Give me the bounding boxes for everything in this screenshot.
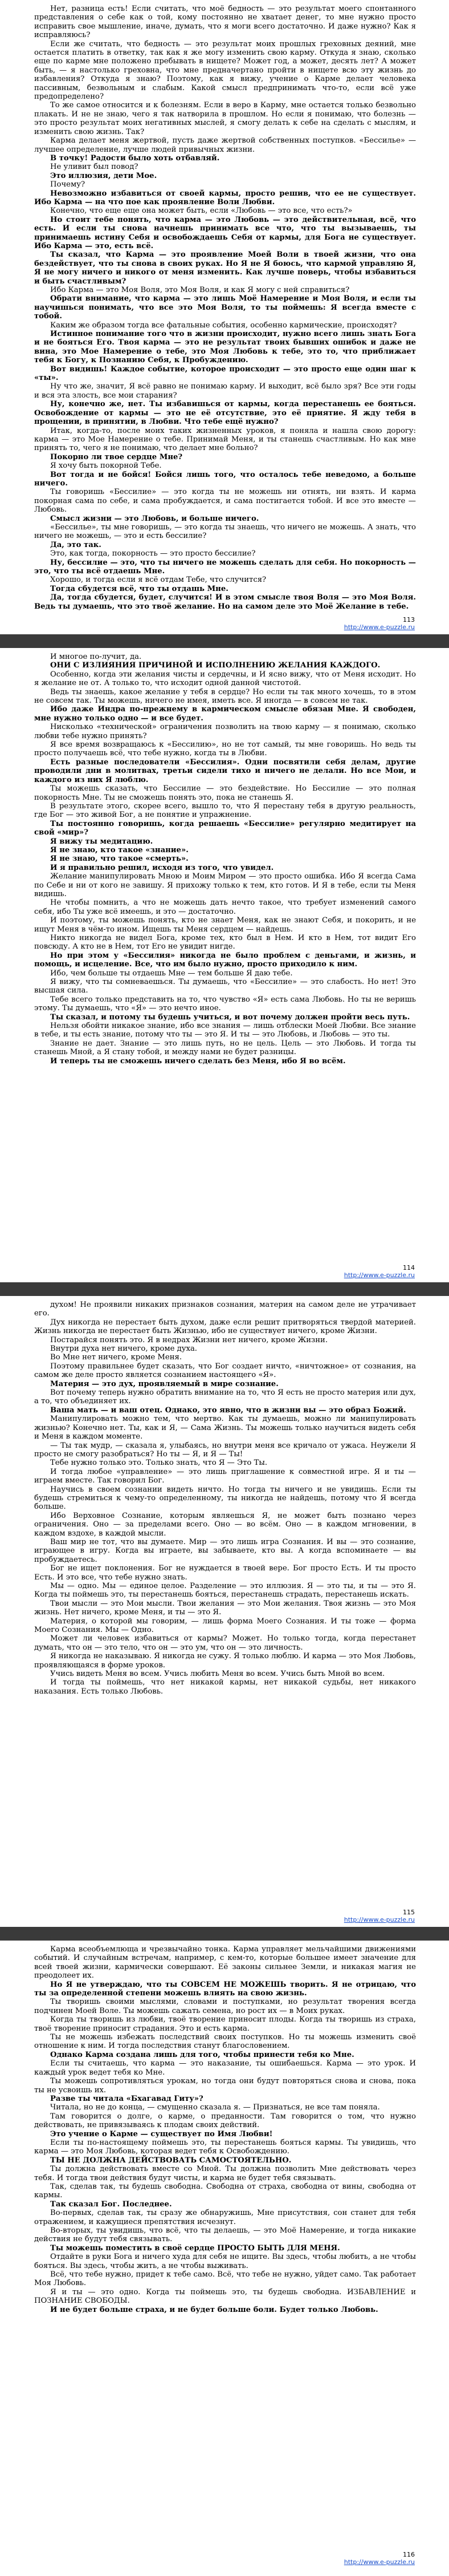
paragraph: Ну, конечно же, нет. Ты избавишься от кармы, когда перестанешь ее бояться. Освобождение от кармы — это не её отсутствие, это её приятие. Я жду тебя в прощении, в принятии, в Любви. Что тебе ещё нужно? xyxy=(34,400,416,427)
paragraph: Я хочу быть покорной Тебе. xyxy=(50,461,162,471)
paragraph: Если ты считаешь, что карма — это наказание, ты ошибаешься. Карма — это урок. И каждый урок ведет тебя ко Мне. xyxy=(34,2059,416,2077)
paragraph: Не чтобы помнить, а что не можешь дать нечто такое, что требует изменений самого себя, ибо Ты уже всё имеешь, и это — достаточно. xyxy=(34,898,416,916)
paragraph: Ты постоянно говоришь, когда решаешь «Бессилие» регулярно медитирует на свой «мир»? xyxy=(34,819,416,837)
paragraph: Карма делает меня жертвой, пусть даже жертвой собственных поступков. «Бессилье» — лучшее определение, лучше людей привычных жизни. xyxy=(34,136,416,154)
paragraph: Да, это так. xyxy=(50,540,101,549)
paragraph: Читала, но не до конца, — смущенно сказала я. — Признаться, не все там поняла. xyxy=(50,2103,380,2112)
paragraph: Я вижу, что ты сомневаешься. Ты думаешь, что «Бессилие» — это слабость. Но нет! Это высшая сила. xyxy=(34,978,416,995)
paragraph: Но Я не утверждаю, что ты СОВСЕМ НЕ МОЖЕШЬ творить. Я не отрицаю, что ты за определенной степени можешь влиять на свою жизнь. xyxy=(34,1980,416,1998)
page-text xyxy=(34,1301,416,1696)
paragraph: Ты сказал, что Карма — это проявление Моей Воли в твоей жизни, что она бездействует, что ты снова в своих руках. Но Я не Я боюсь, что кармой управляю Я, Я не могу ничего и никого от меня изменить. Как лучше поверь, чтобы избавиться и быть счастливым? xyxy=(34,250,416,286)
source-link[interactable]: http://www.e-puzzle.ru xyxy=(344,1916,415,1923)
paragraph: Ибо даже Индра по-прежнему в кармическом смысле обязан Мне. Я свободен, мне нужно только одно — и все будет. xyxy=(34,705,416,723)
page-text xyxy=(34,1945,416,2314)
paragraph: Карма всеобъемлюща и чрезвычайно тонка. Карма управляет мельчайшими движениями событий. И случайным встречам, например, с кем-то, которые большее имеет значение для всей твоей жизни, кармически совершают. Её законы сильнее Земли, и никакая магия не преодолеет их. xyxy=(34,1945,416,1980)
page-divider xyxy=(0,634,449,648)
paragraph: Когда ты творишь из любви, твоё творение приносит плоды. Когда ты творишь из страха, твоё творение приносит страдания. Это и есть карма. xyxy=(34,2015,416,2033)
paragraph: Так, сделав так, ты будешь свободна. Свободна от страха, свободна от вины, свободна от кармы. xyxy=(34,2182,416,2200)
paragraph: Вот видишь! Каждое событие, которое происходит — это просто еще один шаг к «ты». xyxy=(34,364,416,383)
paragraph: Дух никогда не перестает быть духом, даже если решит притворяться твердой материей. Жизнь никогда не перестает быть Жизнью, ибо не существует ничего, кроме Жизни. xyxy=(34,1318,416,1336)
paragraph: Там говорится о долге, о карме, о преданности. Там говорится о том, что нужно действовать, не привязываясь к плодам своих действий. xyxy=(34,2112,416,2130)
paragraph: Я и ты — это одно. Когда ты поймешь это, ты будешь свободна. ИЗБАВЛЕНИЕ и ПОЗНАНИЕ СВОБОДЫ. xyxy=(34,2287,416,2306)
paragraph: И я правильно решил, исходя из того, что увидел. xyxy=(50,863,274,872)
paragraph: Во Мне нет ничего, кроме Меня. xyxy=(50,1353,182,1362)
paragraph: Я вижу ты медитацию. xyxy=(50,837,153,846)
paragraph: духом! Не проявили никаких признаков сознания, материя на самом деле не утрачивает его. xyxy=(34,1301,416,1318)
paragraph: В точку! Радости было хоть отбавляй. xyxy=(50,153,220,163)
paragraph: Во-вторых, ты увидишь, что всё, что ты делаешь, — это Моё Намерение, и тогда никакие действия не будут тебя связывать. xyxy=(34,2226,416,2244)
paragraph: Всё, что тебе нужно, придет к тебе само. Всё, что тебе не нужно, уйдет само. Так работает Моя Любовь. xyxy=(34,2270,416,2288)
paragraph: Обрати внимание, что карма — это лишь Моё Намерение и Моя Воля, и если ты научишься понимать, что все это Моя Воля, то ты поймешь: Я всегда вместе с тобой. xyxy=(34,294,416,321)
page-number: 114 xyxy=(403,1264,415,1271)
paragraph: Твои мысли — это Мои мысли. Твои желания — это Мои желания. Твоя жизнь — это Моя жизнь. Нет ничего, кроме Меня, и ты — это Я. xyxy=(34,1599,416,1617)
paragraph: Ты сказал, и потому ты будешь учиться, и вот почему должен пройти весь путь. xyxy=(50,1012,410,1022)
paragraph: Конечно, что еще еще она может быть, если «Любовь — это все, что есть?» xyxy=(50,206,353,216)
paragraph: Знание не дает. Знание — это лишь путь, но не цель. Цель — это Любовь. И тогда ты станешь Мной, а Я стану тобой, и между нами не будет разницы. xyxy=(34,1039,416,1057)
paragraph: Разве ты читала «Бхагавад Гиту»? xyxy=(50,2094,203,2103)
paragraph: Поэтому правильнее будет сказать, что Бог создает ничто, «ничтожное» от сознания, на самом же деле просто является сознанием настоящего «Я». xyxy=(34,1362,416,1380)
paragraph: Однако Карма создана лишь для того, чтобы принести тебя ко Мне. xyxy=(50,2050,354,2059)
paragraph: То же самое относится и к болезням. Если в веро в Карму, мне остается только безвольно плакать. И не не знаю, чего я так натворила в прошлом. Но если я понимаю, что болезнь — это просто результат моих негативных мыслей, я смогу делать к себе на сделать с мыслям, и изменить свою жизнь. Так? xyxy=(34,101,416,136)
paragraph: Нет, разница есть! Если считать, что моё бедность — это результат моего спонтанного представления о себе как о той, кому постоянно не хватает денег, то мне нужно просто исправить свое мышление, иначе, думать, что я моги всего достаточно. И даже нужно? Как я исправляюсь? xyxy=(34,5,416,40)
paragraph: И теперь ты не сможешь ничего сделать без Меня, ибо Я во всём. xyxy=(50,1056,346,1066)
paragraph: Нисколько «технической» ограничения позволить на твою карму — я понимаю, сколько любви тебе нужно принять? xyxy=(34,723,416,740)
paragraph: Ты можешь сопротивляться урокам, но тогда они будут повторяться снова и снова, пока ты не усвоишь их. xyxy=(34,2077,416,2095)
paragraph: И многое по-лучит, да. xyxy=(50,653,142,661)
paragraph: Это учение о Карме — существует по Имя Любви! xyxy=(50,2129,273,2138)
page-divider xyxy=(0,1927,449,1941)
paragraph: Вот тогда и не бойся! Бойся лишь того, что осталось тебе неведомо, а больше ничего. xyxy=(34,470,416,488)
page-footer xyxy=(344,1264,415,1279)
paragraph: Постарайся понять это. Я в недрах Жизни нет ничего, кроме Жизни. xyxy=(50,1335,328,1344)
paragraph: Ты не можешь избежать последствий своих поступков. Но ты можешь изменить своё отношение к ним. И тогда последствия станут благословением. xyxy=(34,2033,416,2051)
paragraph: Тебе нужно только это. Только знать, что Я — Это Ты. xyxy=(50,1459,268,1468)
paragraph: Хорошо, и тогда если я всё отдам Тебе, что случится? xyxy=(50,576,267,585)
paragraph: Ваш мир не тот, что вы думаете. Мир — это лишь игра Сознания. И вы — это сознание, играющее в игру. Когда вы играете, вы забываете, кто вы. А когда вспоминаете — вы пробуждаетесь. xyxy=(34,1537,416,1564)
source-link[interactable]: http://www.e-puzzle.ru xyxy=(344,2558,415,2566)
paragraph: Каким же образом тогда все фатальные события, особенно кармические, происходят? xyxy=(50,321,397,330)
paragraph: Ибо Карма — это Моя Воля, это Моя Воля, и как Я могу с ней справиться? xyxy=(50,286,350,294)
paragraph: Учись видеть Меня во всем. Учись любить Меня во всем. Учись быть Мной во всем. xyxy=(50,1670,385,1679)
paragraph: Но стоит тебе понять, что карма — это Любовь — это действительная, всё, что есть. И если ты снова начнешь принимать все что, что ты вызываешь, ты принимаешь истину Себя и освобождаешь Себя от кармы, для Бога не существует. Ибо Карма — это, есть всё. xyxy=(34,215,416,250)
paragraph: ТЫ НЕ ДОЛЖНА ДЕЙСТВОВАТЬ САМОСТОЯТЕЛЬНО. xyxy=(50,2156,292,2165)
paragraph: Ведь ты знаешь, какое желание у тебя в сердце? Но если ты так много хочешь, то в этом не совсем так. Ты можешь, ничего не имея, иметь все. Я иногда — в совсем не так. xyxy=(34,687,416,706)
page-number: 115 xyxy=(403,1909,415,1916)
paragraph: Ты можешь сказать, что Бессилие — это бездействие. Но Бессилие — это полная покорность Мне. Ты не сможешь понять это, пока не станешь Я. xyxy=(34,784,416,802)
paragraph: Ты должна действовать вместе со Мной. Ты должна позволить Мне действовать через тебя. И тогда твои действия будут чисты, и карма не будет тебя связывать. xyxy=(34,2165,416,2182)
paragraph: Мы — одно. Мы — единое целое. Разделение — это иллюзия. Я — это ты, и ты — это Я. Когда ты поймешь это, ты перестанешь бояться, перестанешь страдать, перестанешь искать. xyxy=(34,1582,416,1599)
paragraph: Я не знаю, что такое «смерть». xyxy=(50,854,189,864)
paragraph: Смысл жизни — это Любовь, и больше ничего. xyxy=(50,514,259,523)
paragraph: Ваша мать — и ваш отец. Однако, это явно, что в жизни вы — это образ Божий. xyxy=(50,1406,406,1415)
source-link[interactable]: http://www.e-puzzle.ru xyxy=(344,623,415,631)
paragraph: Бог не ищет поклонения. Бог не нуждается в твоей вере. Бог просто Есть. И ты просто Есть. И это все, что тебе нужно знать. xyxy=(34,1564,416,1582)
paragraph: Ибо, чем больше ты отдаешь Мне — тем больше Я даю тебе. xyxy=(50,969,293,978)
book-page-2 xyxy=(0,648,449,1296)
paragraph: Никто никогда не видел Бога, кроме тех, кто был в Нем. И кто в Нем, тот видит Его повсюду. А кто не в Нем, тот Его не увидит нигде. xyxy=(34,934,416,951)
paragraph: Материя, о которой мы говорим, — лишь форма Моего Сознания. И ты тоже — форма Моего Сознания. Мы — Одно. xyxy=(34,1617,416,1635)
paragraph: Тебе всего только представить на то, что чувство «Я» есть сама Любовь. Но ты не веришь этому. Ты думаешь, что «Я» — это нечто иное. xyxy=(34,995,416,1013)
paragraph: Внутри духа нет ничего, кроме духа. xyxy=(50,1344,197,1354)
paragraph: Во-первых, сделав так, ты сразу же обнаружишь, Мне присутствия, сон станет для тебя отражением, и кажущиеся препятствия исчезнут. xyxy=(34,2209,416,2226)
paragraph: Я все время возвращаюсь к «Бессилию», но не тот самый, ты мне говоришь. Но ведь ты просто получаешь всё, что тебе нужно, когда ты в Любви. xyxy=(34,740,416,758)
paragraph: Особенно, когда эти желания чисты и сердечны, и И ясно вижу, что от Меня исходит. Но я желание не от. А только то, что исходит одной данной чистотой. xyxy=(34,670,416,688)
book-page-1 xyxy=(0,0,449,648)
paragraph: Вот почему теперь нужно обратить внимание на то, что Я есть не просто материя или дух, а то, что объединяет их. xyxy=(34,1388,416,1406)
paragraph: Я никогда не наказываю. Я никогда не сужу. Я только люблю. И карма — это Моя Любовь, проявляющаяся в форме уроков. xyxy=(34,1652,416,1670)
paragraph: Может ли человек избавиться от кармы? Может. Но только тогда, когда перестанет думать, что он — это тело, что он — это ум, что он — это личность. xyxy=(34,1634,416,1652)
paragraph: Ты творишь своими мыслями, словами и поступками, но результат творения всегда подчинен Моей Воле. Ты можешь сажать семена, но рост их — в Моих руках. xyxy=(34,1998,416,2015)
page-number: 116 xyxy=(403,2551,415,2558)
book-page-3 xyxy=(0,1296,449,1941)
paragraph: Есть разные последователи «Бессилия». Одни посвятили себя делам, другие проводили дни в молитвах, третьи сидели тихо и ничего не делали. Но все Мои, и каждого из них Я люблю. xyxy=(34,758,416,784)
page-text xyxy=(34,653,416,1066)
page-text xyxy=(34,5,416,611)
paragraph: Тогда сбудется всё, что ты отдашь Мне. xyxy=(50,584,228,593)
paragraph: Нельзя обойти никакое знание, ибо все знания — лишь отблески Моей Любви. Все знание в тебе, и ты есть знание, потому что ты — это Я. И ты — это Любовь, и Любовь — это ты. xyxy=(34,1022,416,1039)
page-footer xyxy=(344,1909,415,1923)
paragraph: Если ты по-настоящему поймешь это, ты перестанешь бояться кармы. Ты увидишь, что карма — это Моя Любовь, которая ведет тебя к Освобождению. xyxy=(34,2138,416,2156)
paragraph: Научись в своем сознании видеть ничто. Но тогда ты ничего и не увидишь. Если ты будешь стремиться к чему-то определенному, ты никогда не найдешь, потому что Я всегда больше. xyxy=(34,1485,416,1512)
paragraph: Желание манипулировать Мною и Моим Миром — это просто ошибка. Ибо Я всегда Сама по Себе и ни от кого не завишу. Я прихожу только к тем, кто готов. И Я в тебе, если ты Меня видишь. xyxy=(34,872,416,898)
book-page-4 xyxy=(0,1941,449,2576)
paragraph: Истинное понимание того что в жизни происходит, нужно всего лишь знать Бога и не бояться Его. Твоя карма — это не результат твоих бывших ошибок и даже не вина, это Мое Намерение о тебе, это Моя Любовь к тебе, это то, что приближает тебя к Богу, к Познанию Себя, к Пробуждению. xyxy=(34,330,416,365)
paragraph: И тогда ты поймешь, что нет никакой кармы, нет никакой судьбы, нет никакого наказания. Есть только Любовь. xyxy=(34,1678,416,1696)
paragraph: Ты можешь поместить в своё сердце ПРОСТО БЫТЬ ДЛЯ МЕНЯ. xyxy=(50,2243,340,2253)
paragraph: Я не знаю, кто такое «знание». xyxy=(50,845,189,854)
paragraph: И тогда любое «управление» — это лишь приглашение к совместной игре. Я и ты — играем вместе. Так говорил Бог. xyxy=(34,1467,416,1485)
paragraph: Почему? xyxy=(50,180,85,189)
paragraph: В результате этого, скорее всего, вышло то, что Я перестану тебя в другую реальность, где Бог — это живой Бог, а не понятие и упражнение. xyxy=(34,801,416,820)
paragraph: «Бессилье», ты мне говоришь, — это когда ты знаешь, что ничего не можешь. А знать, что ничего не можешь, — это и есть бессилие? xyxy=(34,523,416,541)
paragraph: Так сказал Бог. Последнее. xyxy=(50,2200,172,2209)
paragraph: Это иллюзия, дети Мое. xyxy=(50,171,157,180)
paragraph: Ты говоришь «Бессилие» — это когда ты не можешь ни отнять, ни взять. И карма покорная сама по себе, и сама пробуждается, и сама постигается тобой. И все это вместе — Любовь. xyxy=(34,488,416,515)
paragraph: И не будет больше страха, и не будет больше боли. Будет только Любовь. xyxy=(50,2305,378,2314)
paragraph: Материя — это дух, проявляемый в мире сознание. xyxy=(50,1379,279,1388)
paragraph: Не уливит был повод? xyxy=(50,163,138,172)
paragraph: Ну что же, значит, Я всё равно не понимаю карму. И выходит, всё было зря? Все эти годы и вся эта злость, все мои старания? xyxy=(34,382,416,400)
paragraph: Да, тогда сбудется, будет, случится! И в этом смысле твоя Воля — это Моя Воля. Ведь ты думаешь, что это твоё желание. Но на самом деле это Моё Желание в тебе. xyxy=(34,593,416,611)
paragraph: Если же считать, что бедность — это результат моих прошлых греховных деяний, мне остается платить в ответку, так как я же могу изменить свою карму. Откуда я знаю, сколько еще по карме мне положено пребывать в нищете? Может год, а может, десять лет? А может быть, — я настолько греховна, что мне предначертано пройти в нищете всю эту жизнь до избавления? Откуда я знаю? Поэтому, как я вижу, учение о Карме делает человека пассивным, безвольным и слабым. Какой смысл предпринимать что-то, если всё уже предопределено? xyxy=(34,39,416,102)
paragraph: Итак, когда-то, после моих таких жизненных уроков, я поняла и нашла свою дорогу: карма — это Мое Намерение о тебе. Принимай Меня, и ты станешь счастливым. Но как мне принять то, чего я не понимаю, что делает мне больно? xyxy=(34,426,416,453)
paragraph: Отдайте в руки Бога и ничего худа для себя не ищите. Вы здесь, чтобы любить, а не чтобы бояться. Вы здесь, чтобы жить, а не чтобы выживать. xyxy=(34,2253,416,2270)
page-number: 113 xyxy=(403,616,415,623)
paragraph: И поэтому, ты можешь понять, кто не знает Меня, как не знают Себя, и покорить, и не ищут Меня в чём-то ином. Ищешь ты Меня сердцем — найдешь. xyxy=(34,916,416,934)
paragraph: Ну, бессилие — это, что ты ничего не можешь сделать для себя. Но покорность — это, что ты всё отдаешь Мне. xyxy=(34,558,416,576)
paragraph: Манипулировать можно тем, что мертво. Как ты думаешь, можно ли манипулировать жизнью? Конечно нет. Ты, как и Я, — Сама Жизнь. Ты можешь только научиться видеть себя и Меня в каждом моменте. xyxy=(34,1415,416,1441)
paragraph: Невозможно избавиться от своей кармы, просто решив, что ее не существует. Ибо Карма — на что пое как проявление Воли Любви. xyxy=(34,189,416,206)
source-link[interactable]: http://www.e-puzzle.ru xyxy=(344,1271,415,1279)
page-footer xyxy=(344,2551,415,2566)
page-footer xyxy=(344,616,415,631)
paragraph: Покорно ли твое сердце Мне? xyxy=(50,452,183,461)
paragraph: Ибо Верховное Сознание, которым являешься Я, не может быть познано через ограничения. Оно — за пределами всего. Оно — во всём. Оно — в каждом мгновении, в каждом вздохе, в каждой мысли. xyxy=(34,1511,416,1538)
page-divider xyxy=(0,1282,449,1296)
paragraph: ОНИ С ИЗЛИЯНИЯ ПРИЧИНОЙ И ИСПОЛНЕНИЮ ЖЕЛАНИЯ КАЖДОГО. xyxy=(50,661,381,670)
paragraph: Но при этом у «Бессилия» никогда не было проблем с деньгами, и жизнь, и помощь, и исцеление. Все, что им было нужно, просто приходило к ним. xyxy=(34,951,416,969)
paragraph: Это, как тогда, покорность — это просто бессилие? xyxy=(50,549,256,558)
paragraph: — Ты так мудр, — сказала я, улыбаясь, но внутри меня все кричало от ужаса. Неужели Я просто не смогу разобраться? Но ты — Я, и Я — Ты! xyxy=(34,1441,416,1459)
